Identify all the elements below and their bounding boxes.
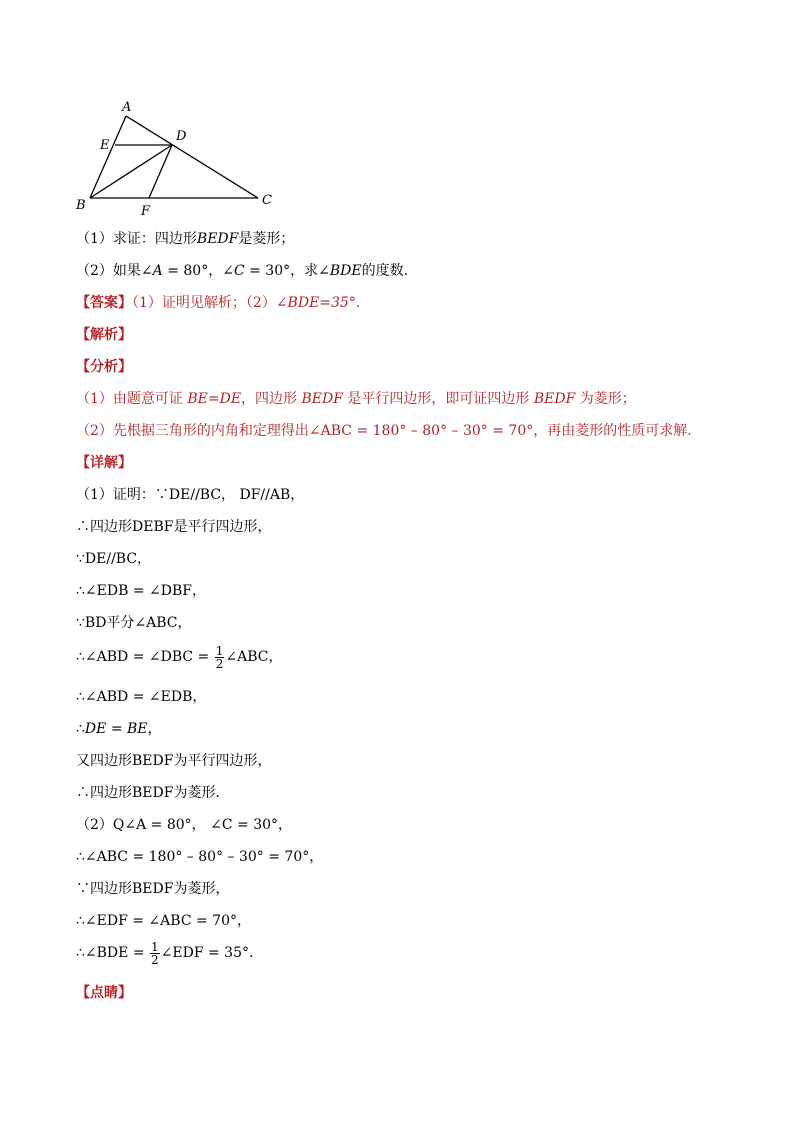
triangle-figure — [70, 96, 290, 221]
proof-line-7: ∴∠ABD = ∠EDB， — [76, 689, 207, 705]
proof-line-6: ∴∠ABD = ∠DBC = $\frac{1}{2}$ ∠ABC， — [76, 643, 283, 671]
fenxi-heading: 【分析】 — [76, 359, 132, 375]
proof-line-10: ∴四边形BEDF为菱形． — [76, 785, 230, 801]
label-B: B — [76, 198, 86, 213]
xiangjie-heading: 【详解】 — [76, 455, 132, 471]
proof-line-5: ∵BD平分∠ABC， — [76, 615, 192, 631]
segment-AC — [126, 116, 258, 198]
proof-line-9: 又四边形BEDF为平行四边形， — [76, 753, 272, 769]
answer-line: 【答案】（1）证明见解析；（2）∠BDE=35°. — [76, 295, 361, 311]
fenxi-line-1: （1）由题意可证 BE=DE，四边形 BEDF 是平行四边形，即可证四边形 BEDF 为菱形； — [76, 391, 636, 407]
label-D: D — [176, 129, 187, 144]
question-1: （1）求证：四边形BEDF是菱形； — [76, 231, 295, 247]
fraction-half: $\frac{1}{2}$ — [151, 939, 159, 967]
label-F: F — [141, 204, 151, 219]
proof-line-1: （1）证明：∵DE//BC， DF//AB， — [76, 487, 305, 503]
proof-line-4: ∴∠EDB = ∠DBF， — [76, 583, 206, 599]
proof-line-2: ∴四边形DEBF是平行四边形， — [76, 519, 272, 535]
label-A: A — [122, 100, 132, 115]
proof-line-13: ∵四边形BEDF为菱形， — [76, 881, 230, 897]
jiexi-heading: 【解析】 — [76, 327, 132, 343]
proof-line-14: ∴∠EDF = ∠ABC = 70°， — [76, 913, 251, 929]
proof-line-8: ∴DE = BE， — [76, 721, 162, 737]
label-E: E — [100, 138, 110, 153]
proof-line-3: ∵DE//BC， — [76, 551, 152, 567]
answer-label: 【答案】 — [76, 295, 132, 311]
proof-line-12: ∴∠ABC = 180° – 80° – 30° = 70°， — [76, 849, 324, 865]
label-C: C — [262, 193, 272, 208]
proof-line-11: （2）Q∠A = 80°， ∠C = 30°， — [76, 817, 293, 833]
proof-line-15: ∴∠BDE = $\frac{1}{2}$ ∠EDF = 35°． — [76, 939, 263, 967]
fraction-half: $\frac{1}{2}$ — [215, 643, 224, 671]
question-2: （2）如果∠A = 80°，∠C = 30°，求∠BDE的度数. — [76, 263, 409, 279]
fenxi-line-2: （2）先根据三角形的内角和定理得出∠ABC = 180° – 80° – 30° = 70°，再由菱形的性质可求解． — [76, 423, 702, 439]
dianjing-heading: 【点睛】 — [76, 985, 132, 1001]
